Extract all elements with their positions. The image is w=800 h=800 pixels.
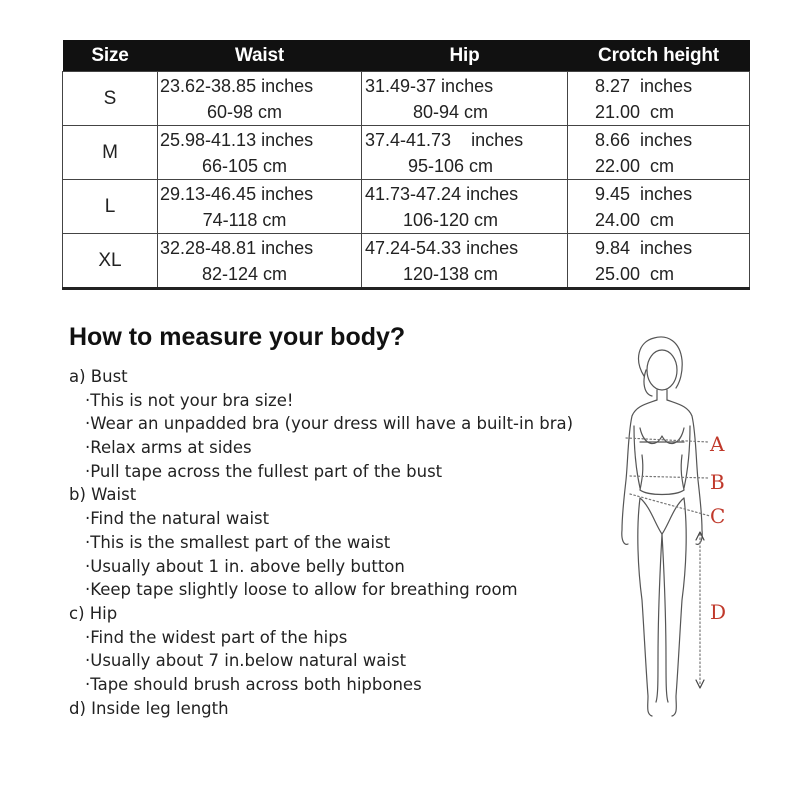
waist-cm: 82-124 cm <box>201 263 288 284</box>
guide-section-heading: d) Inside leg length <box>69 698 229 718</box>
waist-inches: 29.13-46.45 inches <box>160 183 314 204</box>
hip-cell <box>362 126 568 180</box>
label-a: A <box>710 432 725 456</box>
crotch-inches: 9.84 inches <box>595 237 693 258</box>
crotch-inches: 8.27 inches <box>595 75 693 96</box>
hip-cm: 120-138 cm <box>402 263 499 284</box>
crotch-height-cell <box>568 72 750 126</box>
label-b: B <box>710 470 725 494</box>
waist-inches: 32.28-48.81 inches <box>160 237 314 258</box>
guide-instruction: ·Find the natural waist <box>85 509 270 529</box>
guide-instruction: ·Wear an unpadded bra (your dress will have a built-in bra) <box>85 414 574 434</box>
size-cell: XL <box>63 234 158 289</box>
table-row <box>63 126 750 180</box>
guide-instruction: ·Find the widest part of the hips <box>85 627 348 647</box>
hip-inches: 37.4-41.73 inches <box>365 129 524 150</box>
crotch-cm: 21.00 cm <box>595 101 675 122</box>
header-size: Size <box>63 40 158 72</box>
size-chart-table <box>62 40 750 290</box>
waist-inches: 23.62-38.85 inches <box>160 75 314 96</box>
crotch-height-cell <box>568 234 750 289</box>
header-hip: Hip <box>362 40 568 72</box>
guide-title: How to measure your body? <box>69 323 406 351</box>
hip-cell <box>362 180 568 234</box>
waist-cell <box>158 126 362 180</box>
table-row <box>63 180 750 234</box>
guide-instruction: ·Usually about 7 in.below natural waist <box>85 651 407 671</box>
waist-cm: 66-105 cm <box>201 155 288 176</box>
crotch-height-cell <box>568 126 750 180</box>
hip-inches: 47.24-54.33 inches <box>365 237 519 258</box>
guide-instruction: ·Usually about 1 in. above belly button <box>85 556 405 576</box>
body-outline-illustration <box>596 330 746 730</box>
header-waist: Waist <box>158 40 362 72</box>
guide-instruction: ·Relax arms at sides <box>85 438 252 458</box>
guide-section-heading: b) Waist <box>69 485 137 505</box>
crotch-cm: 25.00 cm <box>595 263 675 284</box>
measurement-guide <box>69 365 589 720</box>
hip-inches: 41.73-47.24 inches <box>365 183 519 204</box>
guide-instruction: ·Tape should brush across both hipbones <box>85 674 422 694</box>
hip-cm: 80-94 cm <box>412 101 489 122</box>
size-cell: M <box>63 126 158 180</box>
body-measurement-figure <box>596 330 746 730</box>
guide-instruction: ·Pull tape across the fullest part of the bust <box>85 461 443 481</box>
waist-cell <box>158 72 362 126</box>
crotch-cm: 24.00 cm <box>595 209 675 230</box>
hip-cell <box>362 72 568 126</box>
size-cell: L <box>63 180 158 234</box>
guide-instruction: ·This is not your bra size! <box>85 390 294 410</box>
waist-cm: 60-98 cm <box>206 101 283 122</box>
table-row <box>63 72 750 126</box>
label-c: C <box>710 504 726 528</box>
table-header-row <box>63 40 750 72</box>
waist-cell <box>158 234 362 289</box>
guide-instruction: ·This is the smallest part of the waist <box>85 532 391 552</box>
hip-cell <box>362 234 568 289</box>
waist-cm: 74-118 cm <box>202 209 287 230</box>
waist-cell <box>158 180 362 234</box>
guide-section-heading: c) Hip <box>69 603 118 623</box>
guide-instruction: ·Keep tape slightly loose to allow for breathing room <box>85 580 518 600</box>
waist-inches: 25.98-41.13 inches <box>160 129 314 150</box>
table-row <box>63 234 750 289</box>
hip-cm: 106-120 cm <box>402 209 499 230</box>
crotch-inches: 8.66 inches <box>595 129 693 150</box>
crotch-inches: 9.45 inches <box>595 183 693 204</box>
crotch-cm: 22.00 cm <box>595 155 675 176</box>
hip-inches: 31.49-37 inches <box>365 75 494 96</box>
size-cell: S <box>63 72 158 126</box>
label-d: D <box>710 600 727 624</box>
hip-cm: 95-106 cm <box>407 155 494 176</box>
header-crotch-height: Crotch height <box>568 40 750 72</box>
crotch-height-cell <box>568 180 750 234</box>
guide-section-heading: a) Bust <box>69 367 128 386</box>
